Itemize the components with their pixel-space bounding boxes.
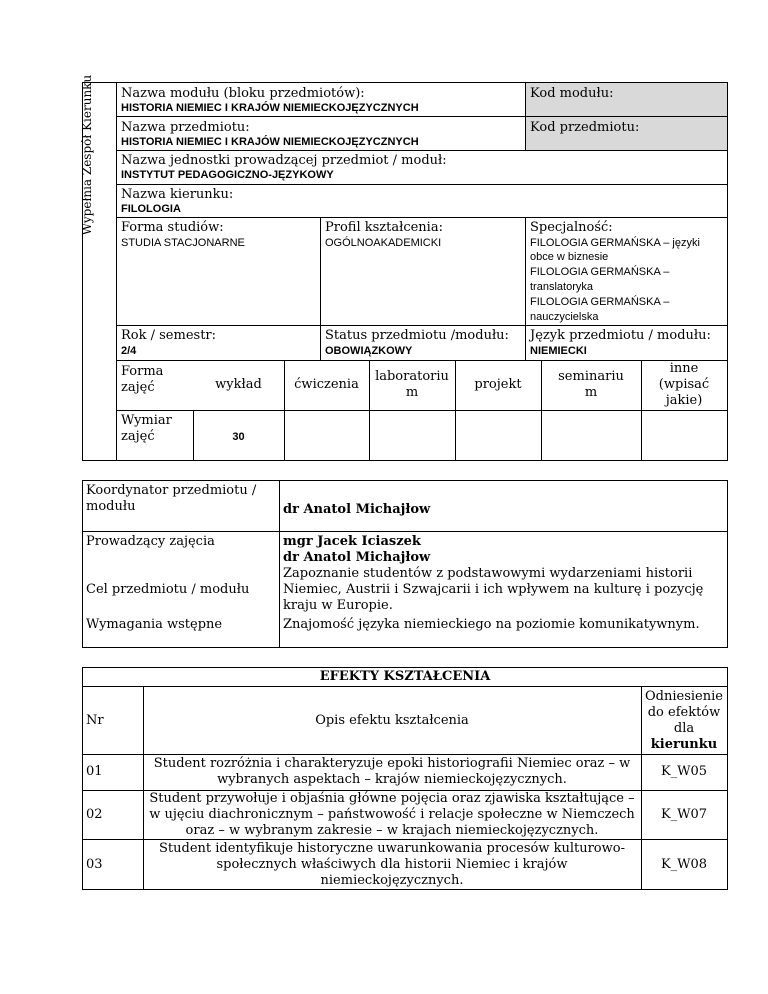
class-form-label: zajęć xyxy=(121,380,155,395)
language-value: NIEMIECKI xyxy=(530,345,587,357)
effects-title: EFEKTY KSZTAŁCENIA xyxy=(319,669,491,684)
field-value: FILOLOGIA xyxy=(121,203,181,215)
column-nr-header: Nr xyxy=(86,713,104,728)
aim-line: kraju w Europie. xyxy=(283,598,393,613)
module-name-label: Nazwa modułu (bloku przedmiotów): xyxy=(121,86,365,101)
effect-description-line: społecznych właściwych dla historii Niemiec i krajów xyxy=(216,857,568,872)
class-type-other: inne xyxy=(669,361,699,376)
effect-nr: 01 xyxy=(86,764,103,779)
effect-reference: K_W05 xyxy=(660,764,708,779)
requirements-value: Znajomość języka niemieckiego na poziomie komunikatywnym. xyxy=(283,617,700,632)
effect-description-line: Student przywołuje i objaśnia główne pojęcia oraz zjawiska kształtujące – xyxy=(149,791,635,806)
subject-code-label: Kod przedmiotu: xyxy=(530,120,640,135)
profile-value: OGÓLNOAKADEMICKI xyxy=(325,237,442,249)
class-type-project: projekt xyxy=(474,377,522,392)
subject-name-label: Nazwa przedmiotu: xyxy=(121,120,250,135)
specialty-line: FILOLOGIA GERMAŃSKA – xyxy=(530,296,670,308)
status-label: Status przedmiotu /modułu: xyxy=(325,328,509,343)
effect-description-line: Student identyfikuje historyczne uwarunkowania procesów kulturowo- xyxy=(159,841,625,856)
effect-reference: K_W07 xyxy=(660,807,708,822)
status-value: OBOWIĄZKOWY xyxy=(325,345,413,357)
effect-description-line: Student rozróżnia i charakteryzuje epoki historiografii Niemiec oraz – w xyxy=(153,756,631,771)
effect-description-line: w ujęciu diachronicznym – państwowość i relacje społeczne w Niemczech xyxy=(149,807,635,822)
effect-description-line: oraz – w wybranym zakresie – w krajach niemieckojęzycznych. xyxy=(185,823,599,838)
effect-nr: 03 xyxy=(86,857,103,872)
effect-reference: K_W08 xyxy=(660,857,708,872)
aim-label: Cel przedmiotu / modułu xyxy=(86,582,250,597)
class-form-label: Forma xyxy=(121,364,164,379)
unit-label: Nazwa jednostki prowadzącej przedmiot / moduł: xyxy=(121,153,447,168)
specialty-line: FILOLOGIA GERMAŃSKA – języki xyxy=(530,237,700,249)
coordinator-value: dr Anatol Michajłow xyxy=(283,502,431,517)
column-reference-header: kierunku xyxy=(650,737,718,752)
specialty-label: Specjalność: xyxy=(530,220,613,235)
class-type-other: jakie) xyxy=(665,393,703,408)
study-form-value: STUDIA STACJONARNE xyxy=(121,237,245,249)
year-semester-label: Rok / semestr: xyxy=(121,328,217,343)
field-label: Nazwa kierunku: xyxy=(121,187,234,202)
effect-nr: 02 xyxy=(86,807,103,822)
class-type-laboratory: laboratoriu xyxy=(375,369,449,384)
module-code-label: Kod modułu: xyxy=(530,86,614,101)
hours-label: Wymiar xyxy=(121,413,172,428)
hours-label: zajęć xyxy=(121,429,155,444)
class-type-lecture: wykład xyxy=(215,377,262,392)
aim-line: Zapoznanie studentów z podstawowymi wydarzeniami historii xyxy=(283,566,693,581)
subject-name-value: HISTORIA NIEMIEC I KRAJÓW NIEMIECKOJĘZYCZNYCH xyxy=(121,136,419,148)
specialty-line: nauczycielska xyxy=(530,311,599,323)
class-type-seminar: m xyxy=(584,385,598,400)
language-label: Język przedmiotu / modułu: xyxy=(530,328,711,343)
column-reference-header: dla xyxy=(673,721,695,736)
specialty-line: FILOLOGIA GERMAŃSKA – xyxy=(530,266,670,278)
specialty-line: obce w biznesie xyxy=(530,251,609,263)
requirements-label: Wymagania wstępne xyxy=(86,617,223,632)
coordinator-label: modułu xyxy=(86,499,136,514)
aim-line: Niemiec, Austrii i Szwajcarii i ich wpływem na kulturę i pozycję xyxy=(283,582,704,597)
teacher-name: dr Anatol Michajłow xyxy=(283,550,431,565)
column-reference-header: Odniesienie xyxy=(645,689,723,704)
class-type-other: (wpisać xyxy=(658,377,710,392)
effect-description-line: wybranych aspektach – krajów niemieckojęzycznych. xyxy=(217,772,567,787)
class-type-seminar: seminariu xyxy=(558,369,624,384)
class-type-laboratory: m xyxy=(405,385,419,400)
unit-value: INSTYTUT PEDAGOGICZNO-JĘZYKOWY xyxy=(121,169,334,181)
effect-description-line: niemieckojęzycznych. xyxy=(320,873,464,888)
year-semester-value: 2/4 xyxy=(121,345,137,357)
column-reference-header: do efektów xyxy=(647,705,721,720)
sidebar-label: Wypełnia Zespół Kierunku xyxy=(80,74,94,236)
specialty-line: translatoryka xyxy=(530,281,593,293)
module-name-value: HISTORIA NIEMIEC I KRAJÓW NIEMIECKOJĘZYCZNYCH xyxy=(121,102,419,114)
teacher-name: mgr Jacek Iciaszek xyxy=(283,534,421,549)
teachers-label: Prowadzący zajęcia xyxy=(86,534,215,549)
study-form-label: Forma studiów: xyxy=(121,220,224,235)
coordinator-label: Koordynator przedmiotu / xyxy=(86,483,257,498)
class-type-exercises: ćwiczenia xyxy=(294,377,359,392)
hours-lecture-value: 30 xyxy=(232,431,245,443)
column-description-header: Opis efektu kształcenia xyxy=(315,713,469,728)
profile-label: Profil kształcenia: xyxy=(325,220,443,235)
